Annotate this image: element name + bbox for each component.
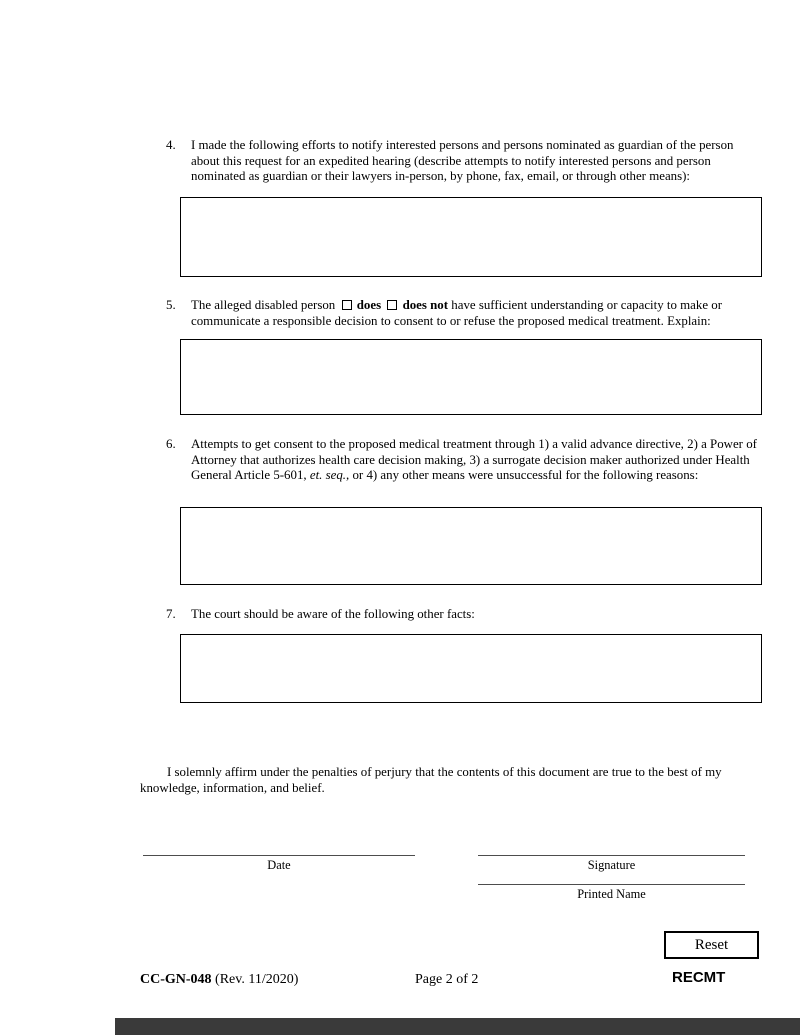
item-5-text-before: The alleged disabled person (191, 298, 336, 312)
item-6-number: 6. (166, 437, 176, 451)
form-item-5 (166, 298, 764, 329)
viewer-bottom-bar (115, 1018, 800, 1035)
affirmation-statement: I solemnly affirm under the penalties of perjury that the contents of this document are true to the best of my knowledge, information, and belief. (140, 765, 722, 795)
item-6-text-part1: Attempts to get consent to the proposed medical treatment through 1) a valid advance directive, 2) a Power of Attorney that authorizes health care decision making, 3) a surrogate decision maker authorized under Health General Article 5-601, (191, 437, 757, 483)
form-item-4 (166, 138, 764, 185)
form-code: RECMT (672, 969, 726, 986)
printed-name-area (478, 884, 745, 902)
item-7-number: 7. (166, 607, 176, 621)
item-5-answer-field[interactable] (180, 339, 762, 415)
form-number (140, 971, 298, 988)
printed-name-label: Printed Name (577, 887, 646, 901)
item-5-text (191, 298, 722, 328)
signature-label: Signature (587, 858, 636, 872)
date-signature-area (143, 855, 415, 873)
reset-button[interactable]: Reset (664, 931, 759, 959)
item-5-number: 5. (166, 298, 176, 312)
page-number: Page 2 of 2 (415, 972, 479, 987)
item-4-answer-field[interactable] (180, 197, 762, 277)
item-6-text-part2: or 4) any other means were unsuccessful for the following reasons: (352, 468, 699, 483)
item-7-text: The court should be aware of the following other facts: (191, 607, 475, 621)
item-7-answer-field[interactable] (180, 634, 762, 703)
item-6-latin-phrase: et. seq., (309, 468, 350, 483)
form-item-6 (166, 437, 764, 484)
item-4-text: I made the following efforts to notify interested persons and persons nominated as guardian of the person about this request for an expedited hearing (describe attempts to notify interested persons and person nominated as guardian or their lawyers in-person, by phone, fax, email, or through other means): (191, 138, 734, 184)
form-revision: (Rev. 11/2020) (211, 972, 299, 987)
date-label: Date (267, 858, 291, 872)
signature-area (478, 855, 745, 873)
item-6-answer-field[interactable] (180, 507, 762, 585)
item-6-text (191, 437, 757, 482)
item-4-number: 4. (166, 138, 176, 152)
item-5-text-after: have sufficient understanding or capacity to make or communicate a responsible decision to consent to or refuse the proposed medical treatment. Explain: (191, 298, 723, 328)
does-not-label: does not (402, 298, 449, 312)
checkbox-does[interactable] (342, 300, 352, 310)
does-label: does (356, 298, 382, 312)
form-number-bold: CC-GN-048 (140, 972, 212, 987)
form-item-7 (166, 607, 764, 623)
checkbox-does-not[interactable] (387, 300, 397, 310)
